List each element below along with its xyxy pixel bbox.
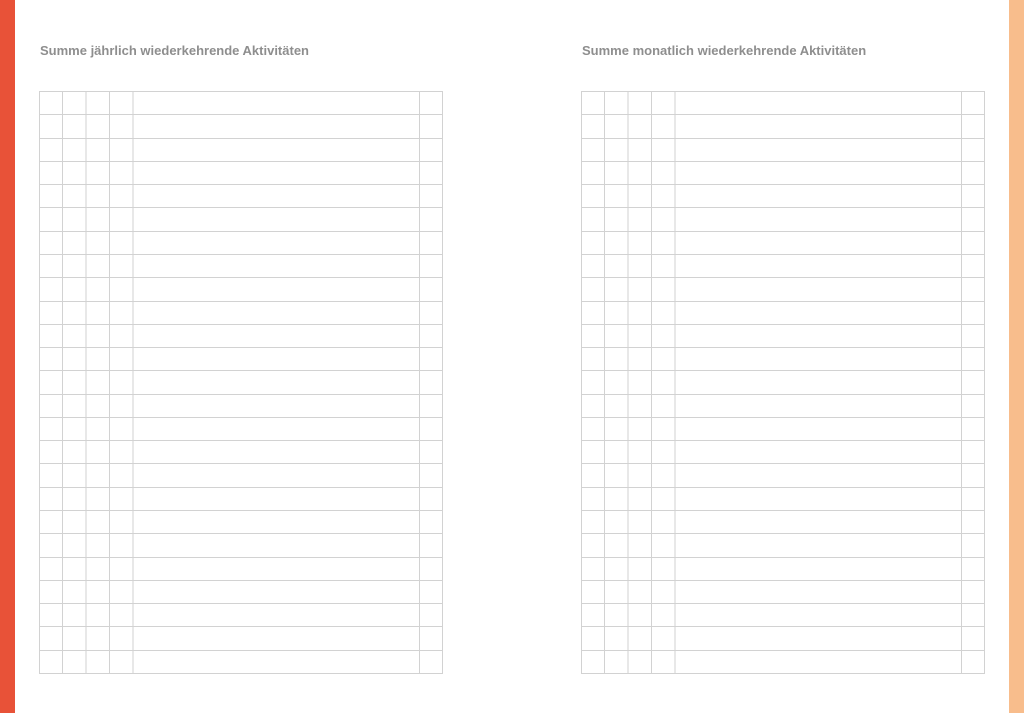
monthly-activities-title: Summe monatlich wiederkehrende Aktivitäten [582, 43, 867, 58]
monthly-grid-border [582, 92, 985, 674]
monthly-activities-grid [581, 91, 985, 674]
left-color-edge [0, 0, 15, 713]
right-color-edge [1009, 0, 1024, 713]
yearly-activities-grid [39, 91, 443, 674]
monthly-grid-svg [581, 91, 985, 674]
yearly-grid-svg [39, 91, 443, 674]
yearly-activities-title: Summe jährlich wiederkehrende Aktivitäten [40, 43, 309, 58]
yearly-grid-border [40, 92, 443, 674]
